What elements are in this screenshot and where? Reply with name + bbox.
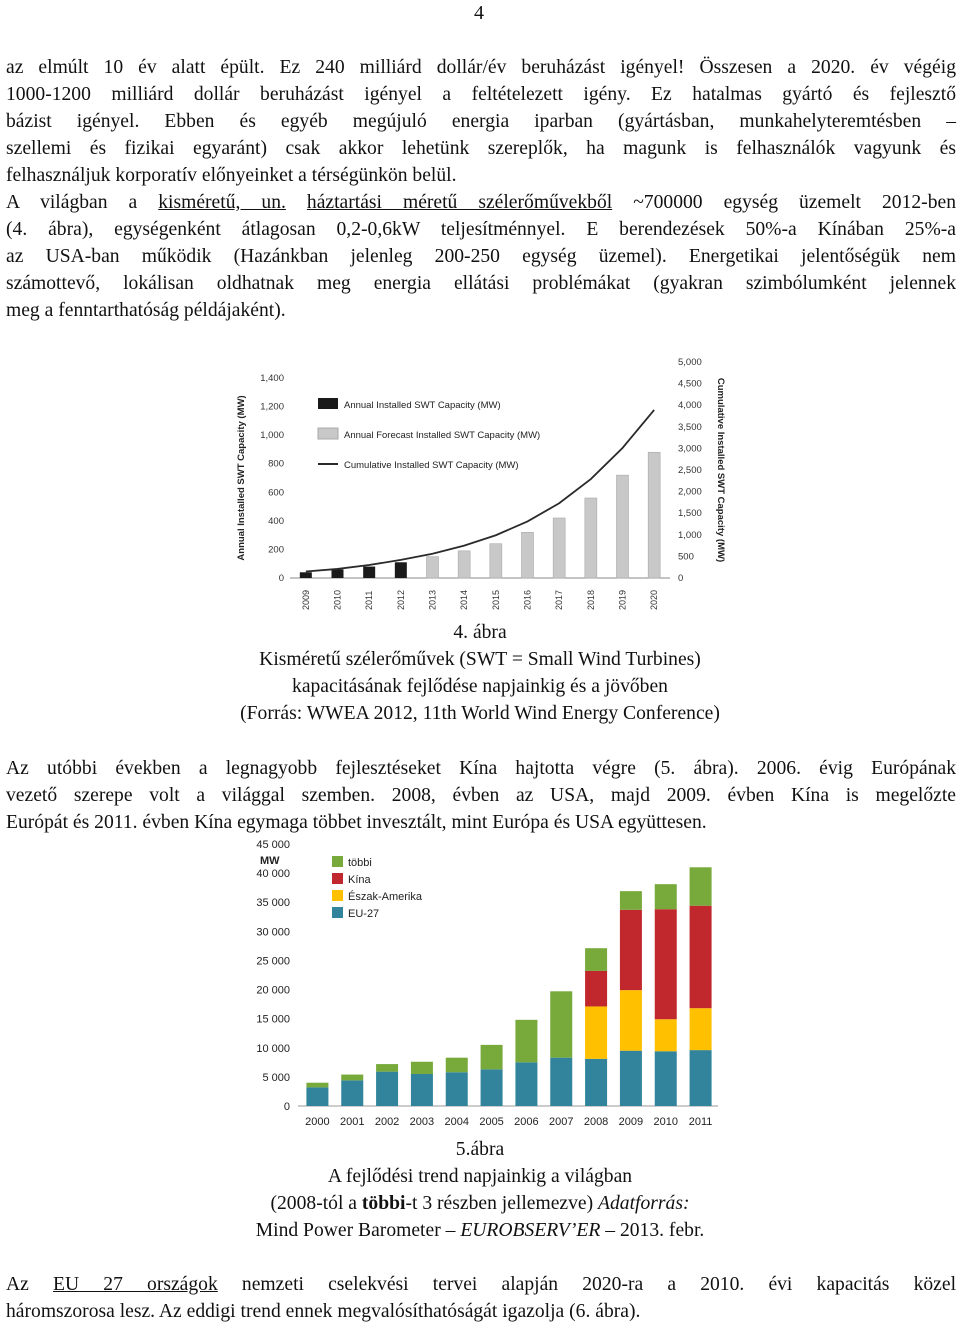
bar-2003-EU-27 bbox=[411, 1074, 433, 1106]
y-tick-label: 200 bbox=[268, 544, 284, 556]
y2-tick-label: 4,500 bbox=[678, 378, 702, 390]
y-tick-label: 5 000 bbox=[262, 1071, 290, 1084]
fig4-caption-line3: (Forrás: WWEA 2012, 11th World Wind Energy Conference) bbox=[240, 703, 720, 724]
y-tick-label: 25 000 bbox=[256, 955, 290, 968]
x-tick-label: 2010 bbox=[332, 589, 343, 610]
para2-line3: Európát és 2011. évben Kína egymaga többet invesztált, mint Európa és USA együttesen. bbox=[6, 812, 707, 833]
legend-label: Annual Installed SWT Capacity (MW) bbox=[344, 400, 501, 411]
bar-2002-többi bbox=[376, 1064, 398, 1072]
bar-2016 bbox=[522, 532, 534, 578]
paragraph-3 bbox=[6, 1271, 956, 1325]
bar-2005-EU-27 bbox=[481, 1069, 503, 1106]
x-tick-label: 2000 bbox=[305, 1116, 330, 1128]
x-tick-label: 2008 bbox=[583, 1116, 609, 1128]
paragraph-1 bbox=[6, 54, 956, 324]
bar-2005-többi bbox=[481, 1045, 503, 1069]
bar-2002-EU-27 bbox=[376, 1072, 398, 1106]
legend-label: Kína bbox=[348, 874, 371, 886]
bar-2009-többi bbox=[620, 891, 642, 910]
legend-swatch bbox=[332, 890, 343, 901]
x-tick-label: 2013 bbox=[427, 589, 438, 610]
x-tick-label: 2019 bbox=[617, 589, 628, 610]
bar-2006-többi bbox=[515, 1020, 537, 1063]
para1-line7: (4. ábra), egységenként átlagosan 0,2-0,6kW teljesítménnyel. E berendezések 50%-a Kínában 25%-a bbox=[6, 219, 956, 240]
bar-2018 bbox=[585, 498, 597, 578]
bar-2009 bbox=[300, 572, 312, 578]
bar-2008-Kína bbox=[585, 971, 607, 1007]
y-tick-label: 400 bbox=[268, 515, 284, 527]
bar-2004-többi bbox=[446, 1058, 468, 1073]
fig5-caption-line1: A fejlődési trend napjainkig a világban bbox=[327, 1166, 633, 1187]
bar-2001-többi bbox=[341, 1075, 363, 1081]
para1-line4: szellemi és fizikai egyaránt) csak akkor lehetünk szereplők, ha magunk is felhasználók vagyunk és bbox=[6, 138, 956, 159]
para1-line3: bázist igényel. Ebben és egyéb megújuló energia iparban (gyártásban, munkahelyteremtésben – bbox=[6, 111, 956, 132]
fig5-line2-a: (2008-tól a bbox=[270, 1193, 362, 1214]
bar-2010-Észak-Amerika bbox=[655, 1019, 677, 1051]
fig5-line3-italic: EUROBSERV’ER bbox=[460, 1220, 601, 1241]
bar-2010-Kína bbox=[655, 909, 677, 1019]
bar-2011-Észak-Amerika bbox=[690, 1008, 712, 1050]
x-tick-label: 2015 bbox=[490, 589, 501, 610]
para1-line6-space bbox=[286, 192, 307, 213]
legend-label: Észak-Amerika bbox=[348, 891, 422, 903]
y2-tick-label: 5,000 bbox=[678, 357, 702, 368]
fig4-number: 4. ábra bbox=[453, 622, 507, 643]
x-tick-label: 2020 bbox=[649, 589, 660, 610]
bar-2011-Kína bbox=[690, 906, 712, 1008]
bar-2013 bbox=[427, 557, 439, 578]
bar-2009-Kína bbox=[620, 910, 642, 990]
bar-2007-EU-27 bbox=[550, 1058, 572, 1106]
x-tick-label: 2014 bbox=[459, 589, 470, 610]
y-tick-label: 0 bbox=[278, 573, 284, 584]
legend-swatch bbox=[318, 428, 338, 439]
legend-swatch bbox=[332, 907, 343, 918]
para1-line10: meg a fenntarthatóság példájaként). bbox=[6, 300, 286, 321]
figure-4-caption bbox=[0, 619, 960, 727]
y2-tick-label: 1,000 bbox=[678, 529, 702, 541]
legend-swatch bbox=[318, 398, 338, 409]
bar-2011-EU-27 bbox=[690, 1050, 712, 1106]
bar-2009-Észak-Amerika bbox=[620, 990, 642, 1051]
x-tick-label: 2017 bbox=[554, 589, 565, 610]
para1-line9: számottevő, lokálisan oldhatnak meg energia ellátási problémákat (gyakran szimbólumként jelennek bbox=[6, 273, 956, 294]
fig4-caption-line2: kapacitásának fejlődése napjainkig és a jövőben bbox=[292, 676, 668, 697]
legend-swatch bbox=[332, 873, 343, 884]
x-tick-label: 2002 bbox=[374, 1116, 400, 1128]
y-tick-label: 35 000 bbox=[256, 897, 290, 910]
page-number: 4 bbox=[474, 2, 484, 24]
x-tick-label: 2011 bbox=[688, 1116, 713, 1128]
legend-label: Cumulative Installed SWT Capacity (MW) bbox=[344, 460, 519, 471]
para1-line5: felhasználjuk korporatív előnyeinket a térségünkön belül. bbox=[6, 165, 457, 186]
x-tick-label: 2011 bbox=[364, 590, 375, 610]
y2-tick-label: 4,000 bbox=[678, 400, 702, 412]
link-kismeretu[interactable]: kisméretű, un. bbox=[158, 192, 286, 213]
figure-5-caption bbox=[0, 1136, 960, 1244]
fig5-line2-italic: Adatforrás: bbox=[598, 1193, 690, 1214]
fig5-number: 5.ábra bbox=[455, 1139, 505, 1160]
fig5-caption-line2 bbox=[0, 1190, 960, 1217]
bar-2007-többi bbox=[550, 991, 572, 1057]
para1-line8: az USA-ban működik (Hazánkban jelenleg 200-250 egység üzemel). Energetikai jelentőségük nem bbox=[6, 246, 956, 267]
para2-line1: Az utóbbi években a legnagyobb fejlesztéseket Kína hajtotta végre (5. ábra). 2006. évig Európának bbox=[6, 758, 956, 779]
fig5-line2-bold: többi bbox=[361, 1193, 406, 1214]
bar-2019 bbox=[617, 475, 629, 578]
x-tick-label: 2018 bbox=[585, 589, 596, 610]
x-tick-label: 2003 bbox=[409, 1116, 435, 1128]
legend-label: EU-27 bbox=[348, 908, 380, 920]
bar-2015 bbox=[490, 544, 502, 578]
y2-tick-label: 2,500 bbox=[678, 465, 702, 476]
bar-2011 bbox=[363, 567, 375, 578]
y-tick-label: 0 bbox=[283, 1101, 290, 1113]
figure-5-stacked-chart bbox=[240, 836, 730, 1131]
x-tick-label: 2009 bbox=[300, 589, 311, 610]
bar-2008-EU-27 bbox=[585, 1059, 607, 1106]
bar-2017 bbox=[553, 518, 565, 578]
x-tick-label: 2012 bbox=[395, 589, 406, 610]
paragraph-2 bbox=[6, 755, 956, 836]
bar-2020 bbox=[648, 452, 660, 578]
bar-2008-Észak-Amerika bbox=[585, 1006, 607, 1058]
para1-line6 bbox=[6, 189, 956, 216]
y2-tick-label: 1,500 bbox=[678, 508, 702, 520]
para1-line2: 1000-1200 milliárd dollár beruházást igényel a feltételezett igény. Ez hatalmas gyártó és fejlesztő bbox=[6, 84, 956, 105]
link-haztartasi-szeleromuvek[interactable]: háztartási méretű szélerőművekből bbox=[306, 192, 613, 213]
y2-axis-label: Cumulative Installed SWT Capacity (MW) bbox=[715, 377, 726, 563]
y-tick-label: 15 000 bbox=[256, 1013, 290, 1026]
bar-2003-többi bbox=[411, 1062, 433, 1074]
x-tick-label: 2005 bbox=[479, 1116, 504, 1128]
x-tick-label: 2009 bbox=[618, 1116, 644, 1128]
y-tick-label: 20 000 bbox=[256, 984, 290, 997]
y2-tick-label: 2,000 bbox=[678, 486, 702, 498]
bar-2000-EU-27 bbox=[306, 1087, 328, 1106]
bar-2011-többi bbox=[690, 867, 712, 905]
unit-label: MW bbox=[260, 855, 280, 867]
y-tick-label: 45 000 bbox=[256, 839, 290, 851]
bar-2010-EU-27 bbox=[655, 1051, 677, 1106]
bar-2001-EU-27 bbox=[341, 1080, 363, 1106]
para3-line1-b: nemzeti cselekvési tervei alapján 2020-ra a 2010. évi kapacitás közel bbox=[217, 1274, 957, 1295]
y-axis-label: Annual Installed SWT Capacity (MW) bbox=[236, 395, 247, 561]
y-tick-label: 800 bbox=[268, 458, 284, 470]
legend-swatch bbox=[332, 856, 343, 867]
para2-line2: vezető szerepe volt a világgal szemben. 2008, évben az USA, majd 2009. évben Kína is megelőzte bbox=[6, 785, 956, 806]
fig4-caption-line1: Kisméretű szélerőművek (SWT = Small Wind Turbines) bbox=[259, 649, 701, 670]
para1-line6-text-c: ~700000 egység üzemelt 2012-ben bbox=[612, 192, 956, 213]
bar-2010-többi bbox=[655, 884, 677, 909]
x-tick-label: 2007 bbox=[549, 1116, 574, 1128]
y2-tick-label: 3,000 bbox=[678, 443, 702, 455]
y-tick-label: 1,400 bbox=[260, 373, 284, 384]
y-tick-label: 40 000 bbox=[256, 868, 290, 881]
y-tick-label: 10 000 bbox=[256, 1042, 290, 1055]
x-tick-label: 2004 bbox=[444, 1116, 469, 1128]
legend-label: Annual Forecast Installed SWT Capacity (MW) bbox=[344, 430, 541, 441]
y2-tick-label: 0 bbox=[678, 573, 684, 584]
bar-2006-EU-27 bbox=[515, 1062, 537, 1106]
y-tick-label: 1,200 bbox=[260, 401, 284, 413]
link-eu27-orszagok[interactable]: EU 27 országok bbox=[53, 1274, 218, 1295]
fig5-line3-a: Mind Power Barometer – bbox=[255, 1220, 461, 1241]
fig5-caption-line3 bbox=[0, 1217, 960, 1244]
bar-2004-EU-27 bbox=[446, 1072, 468, 1106]
bar-2000-többi bbox=[306, 1083, 328, 1088]
x-tick-label: 2010 bbox=[653, 1116, 678, 1128]
bar-2008-többi bbox=[585, 948, 607, 971]
y-tick-label: 600 bbox=[268, 487, 284, 499]
para3-line1 bbox=[6, 1271, 956, 1298]
x-tick-label: 2006 bbox=[514, 1116, 539, 1128]
para1-line6-text-a: A világban a bbox=[6, 192, 159, 213]
fig5-line2-b: -t 3 részben jellemezve) bbox=[405, 1193, 599, 1214]
bar-2010 bbox=[332, 569, 344, 578]
para3-line1-a: Az bbox=[6, 1274, 54, 1295]
y-tick-label: 1,000 bbox=[260, 430, 284, 442]
x-tick-label: 2001 bbox=[340, 1116, 365, 1128]
figure-4-swt-chart bbox=[230, 350, 735, 620]
bar-2012 bbox=[395, 562, 407, 578]
para1-line1: az elmúlt 10 év alatt épült. Ez 240 milliárd dollár/év beruházást igényel! Összesen a 2020. év végéig bbox=[6, 57, 956, 78]
bar-2009-EU-27 bbox=[620, 1051, 642, 1106]
bar-2014 bbox=[458, 551, 470, 578]
legend-label: többi bbox=[348, 857, 372, 869]
para3-line2: háromszorosa lesz. Az eddigi trend ennek megvalósíthatóságát igazolja (6. ábra). bbox=[6, 1301, 641, 1322]
y2-tick-label: 500 bbox=[678, 551, 694, 563]
fig5-line3-b: – 2013. febr. bbox=[600, 1220, 705, 1241]
y2-tick-label: 3,500 bbox=[678, 421, 702, 433]
y-tick-label: 30 000 bbox=[256, 926, 290, 939]
x-tick-label: 2016 bbox=[522, 589, 533, 610]
